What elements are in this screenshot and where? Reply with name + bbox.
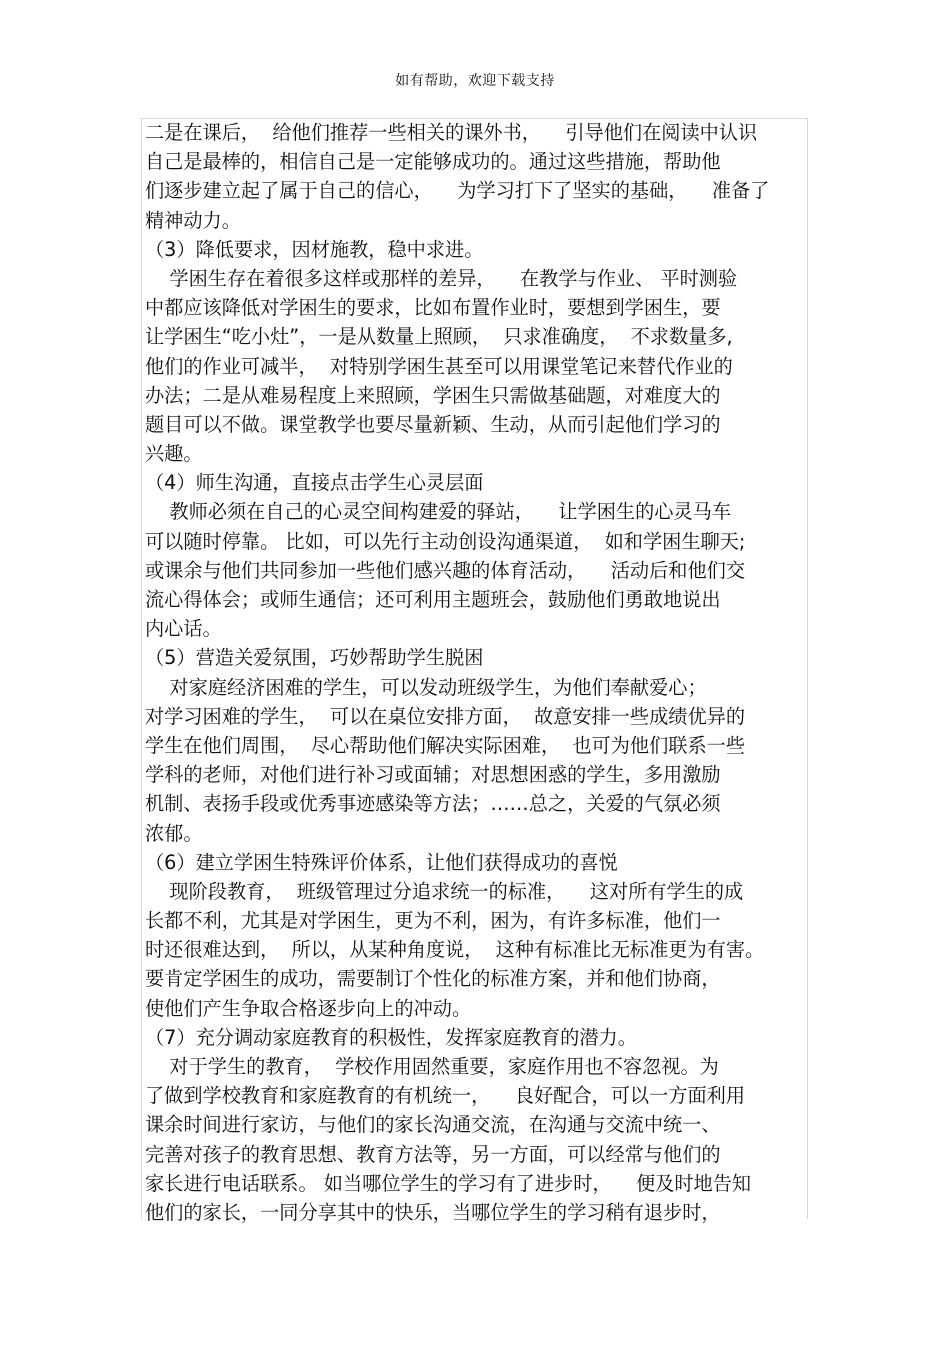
text-line: 教师必须在自己的心灵空间构建爱的驿站， 让学困生的心灵马车: [145, 500, 732, 524]
page-header: 如有帮助，欢迎下载支持: [395, 73, 555, 89]
text-line: 精神动力。: [145, 208, 241, 232]
text-line: 对家庭经济困难的学生，可以发动班级学生，为他们奉献爱心；: [145, 675, 707, 699]
text-line: 他们的家长，一同分享其中的快乐，当哪位学生的学习稍有退步时，: [145, 1200, 721, 1224]
text-line: 学困生存在着很多这样或那样的差异， 在教学与作业、 平时测验: [145, 266, 738, 290]
text-line: 他们的作业可减半， 对特别学困生甚至可以用课堂笔记来替代作业的: [145, 354, 733, 378]
text-line: （5）营造关爱氛围，巧妙帮助学生脱困: [145, 646, 484, 670]
text-line: 对于学生的教育， 学校作用固然重要，家庭作用也不容忽视。为: [145, 1055, 719, 1078]
text-line: 们逐步建立起了属于自己的信心， 为学习打下了坚实的基础， 准备了: [145, 179, 770, 203]
text-line: 中都应该降低对学困生的要求，比如布置作业时，要想到学困生，要: [145, 296, 721, 320]
text-line: （7）充分调动家庭教育的积极性，发挥家庭教育的潜力。: [145, 1025, 637, 1049]
text-line: 二是在课后， 给他们推荐一些相关的课外书， 引导他们在阅读中认识: [145, 121, 758, 144]
text-line: 办法；二是从难易程度上来照顾，学困生只需做基础题，对难度大的: [145, 383, 721, 407]
text-line: 学科的老师，对他们进行补习或面辅；对思想困惑的学生，多用激励: [145, 763, 721, 787]
text-line: （3）降低要求，因材施教，稳中求进。: [145, 237, 484, 261]
text-line: 长都不利，尤其是对学困生，更为不利，困为，有许多标准，他们一: [145, 909, 721, 933]
text-line: 兴趣。: [145, 442, 203, 466]
text-line: 要肯定学困生的成功，需要制订个性化的标准方案，并和他们协商，: [145, 967, 721, 991]
text-line: 完善对孩子的教育思想、教育方法等，另一方面，可以经常与他们的: [145, 1142, 721, 1166]
text-line: 对学习困难的学生， 可以在桌位安排方面， 故意安排一些成绩优异的: [145, 704, 746, 728]
text-line: 让学困生“吃小灶”，一是从数量上照顾， 只求准确度， 不求数量多,: [145, 325, 733, 349]
text-line: 或课余与他们共同参加一些他们感兴趣的体育活动， 活动后和他们交: [145, 558, 746, 582]
text-line: 课余时间进行家访，与他们的家长沟通交流，在沟通与交流中统一、: [145, 1113, 721, 1137]
text-line: 流心得体会；或师生通信；还可利用主题班会，鼓励他们勇敢地说出: [145, 588, 721, 611]
text-line: 现阶段教育， 班级管理过分追求统一的标准， 这对所有学生的成: [145, 879, 744, 903]
text-line: 内心话。: [145, 617, 222, 641]
text-line: 时还很难达到， 所以，从某种角度说， 这种有标准比无标准更为有害。: [145, 938, 765, 962]
text-line: 自己是最棒的，相信自己是一定能够成功的。通过这些措施，帮助他: [145, 150, 721, 174]
text-line: 机制、表扬手段或优秀事迹感染等方法；……总之，关爱的气氛必须: [145, 792, 721, 816]
text-line: 家长进行电话联系。 如当哪位学生的学习有了进步时， 便及时地告知: [145, 1171, 752, 1195]
text-line: 使他们产生争取合格逐步向上的冲动。: [145, 996, 472, 1020]
document-body: [145, 118, 805, 1227]
text-line: 可以随时停靠。 比如，可以先行主动创设沟通渠道， 如和学困生聊天;: [145, 529, 746, 553]
text-line: 题目可以不做。课堂教学也要尽量新颖、生动，从而引起他们学习的: [145, 412, 721, 436]
text-line: （6）建立学困生特殊评价体系，让他们获得成功的喜悦: [145, 850, 618, 874]
text-line: 浓郁。: [145, 821, 203, 845]
text-line: 学生在他们周围， 尽心帮助他们解决实际困难， 也可为他们联系一些: [145, 733, 746, 757]
text-line: 了做到学校教育和家庭教育的有机统一， 良好配合，可以一方面利用: [145, 1084, 746, 1108]
text-line: （4）师生沟通，直接点击学生心灵层面: [145, 471, 484, 495]
